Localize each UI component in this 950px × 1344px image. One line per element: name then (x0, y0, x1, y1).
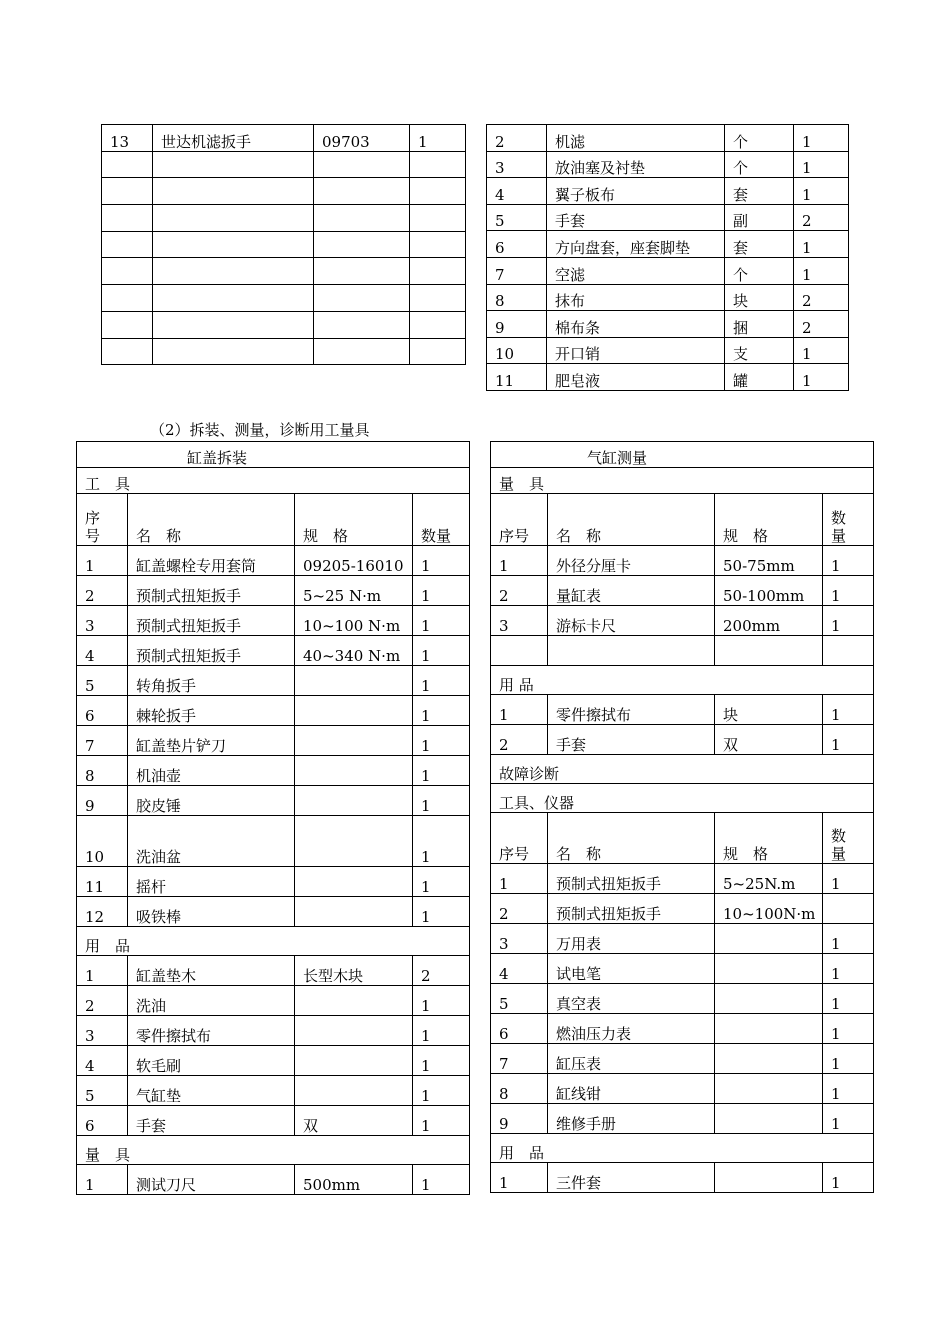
cell-name: 预制式扭矩扳手 (548, 894, 715, 924)
cell-qty (410, 151, 466, 178)
cell-spec: 50-75mm (715, 546, 823, 576)
cell-name: 缸盖垫片铲刀 (128, 726, 295, 756)
cell-no: 6 (77, 696, 128, 726)
table-row (491, 924, 874, 954)
cell-name: 翼子板布 (547, 178, 725, 205)
table-row (102, 311, 466, 338)
table-row (77, 1106, 470, 1136)
cell-no (491, 636, 548, 666)
cell-qty: 2 (794, 284, 849, 311)
cell-name: 外径分厘卡 (548, 546, 715, 576)
cell-name: 燃油压力表 (548, 1014, 715, 1044)
cell-spec (314, 338, 410, 365)
cell-qty: 2 (794, 311, 849, 338)
cell-spec (295, 867, 413, 897)
cell-name: 转角扳手 (128, 666, 295, 696)
cell-spec (314, 205, 410, 232)
cell-spec (715, 1044, 823, 1074)
cell-name: 测试刀尺 (128, 1165, 295, 1195)
cell-no (102, 178, 153, 205)
table-row (77, 1016, 470, 1046)
cell-qty: 1 (413, 756, 470, 786)
table-row (77, 897, 470, 927)
cell-no: 3 (77, 1016, 128, 1046)
cell-no: 3 (487, 151, 547, 178)
cell-spec (295, 696, 413, 726)
cell-name (153, 231, 314, 258)
cell-name: 空滤 (547, 257, 725, 284)
cell-name: 摇杆 (128, 867, 295, 897)
cylinder-measure-table (490, 441, 874, 1193)
cell-spec (715, 954, 823, 984)
table-row (491, 864, 874, 894)
cell-no: 4 (77, 636, 128, 666)
cell-spec (314, 311, 410, 338)
cell-spec: 10~100N·m (715, 894, 823, 924)
cell-no: 2 (491, 894, 548, 924)
cell-name: 零件擦拭布 (548, 695, 715, 725)
cell-qty: 1 (413, 666, 470, 696)
table-row (77, 986, 470, 1016)
table-row (487, 337, 849, 364)
cylinder-head-title: 缸盖拆装 (77, 442, 470, 468)
cell-name: 洗油 (128, 986, 295, 1016)
cell-name (153, 285, 314, 312)
cell-spec: 套 (725, 231, 794, 258)
cell-spec (295, 1076, 413, 1106)
cell-name: 真空表 (548, 984, 715, 1014)
cell-qty: 1 (823, 1074, 874, 1104)
cell-spec (715, 636, 823, 666)
cell-qty: 1 (794, 178, 849, 205)
cell-no: 1 (77, 956, 128, 986)
table-row (102, 285, 466, 312)
table-row (491, 1014, 874, 1044)
cell-qty: 1 (823, 576, 874, 606)
tools-section-label: 工 具 (77, 468, 470, 494)
cell-name (153, 151, 314, 178)
cell-no: 5 (487, 204, 547, 231)
cell-spec: 副 (725, 204, 794, 231)
table-row (77, 696, 470, 726)
cell-qty: 1 (413, 1165, 470, 1195)
cell-spec (295, 756, 413, 786)
cell-qty: 1 (413, 606, 470, 636)
cell-qty: 1 (794, 125, 849, 152)
cell-spec: 5~25N.m (715, 864, 823, 894)
gauges-section-label: 量 具 (77, 1136, 470, 1165)
cell-name: 机油壶 (128, 756, 295, 786)
cell-spec (314, 151, 410, 178)
cell-name: 抹布 (547, 284, 725, 311)
cell-name: 缸盖垫木 (128, 956, 295, 986)
cell-spec (314, 258, 410, 285)
cell-no (102, 285, 153, 312)
cell-spec: 500mm (295, 1165, 413, 1195)
cell-name: 手套 (547, 204, 725, 231)
cell-spec: 块 (715, 695, 823, 725)
cell-qty: 1 (823, 695, 874, 725)
cell-name: 万用表 (548, 924, 715, 954)
cell-name: 量缸表 (548, 576, 715, 606)
table-row (77, 636, 470, 666)
cell-qty: 1 (413, 726, 470, 756)
cell-no: 6 (491, 1014, 548, 1044)
cell-qty: 1 (823, 725, 874, 755)
top-right-table (486, 124, 849, 391)
cell-qty: 1 (794, 257, 849, 284)
cell-no: 1 (77, 1165, 128, 1195)
cell-qty: 1 (823, 1163, 874, 1193)
cell-name: 缸线钳 (548, 1074, 715, 1104)
cell-no: 1 (491, 864, 548, 894)
cell-no: 9 (487, 311, 547, 338)
cylinder-measure-title: 气缸测量 (491, 442, 874, 468)
cell-name: 世达机滤扳手 (153, 125, 314, 152)
col-header-spec: 规 格 (715, 813, 823, 864)
cell-name: 开口销 (547, 337, 725, 364)
cell-spec (295, 986, 413, 1016)
cell-qty: 2 (413, 956, 470, 986)
cell-name: 方向盘套，座套脚垫 (547, 231, 725, 258)
col-header-qty: 数 量 (823, 494, 874, 546)
cell-spec (295, 897, 413, 927)
col-header-spec: 规 格 (715, 494, 823, 546)
cell-qty: 2 (794, 204, 849, 231)
table-row (491, 1163, 874, 1193)
cell-no: 11 (77, 867, 128, 897)
cell-no: 5 (77, 666, 128, 696)
cell-name: 手套 (128, 1106, 295, 1136)
cell-no: 10 (77, 816, 128, 867)
cell-spec (715, 1163, 823, 1193)
cell-qty (410, 178, 466, 205)
cell-name: 胶皮锤 (128, 786, 295, 816)
table-row (77, 1076, 470, 1106)
cell-no (102, 311, 153, 338)
cell-name (548, 636, 715, 666)
cell-no (102, 338, 153, 365)
cell-spec (295, 726, 413, 756)
cell-qty: 1 (794, 337, 849, 364)
cell-name (153, 258, 314, 285)
cell-qty: 1 (794, 151, 849, 178)
cell-qty: 1 (823, 1014, 874, 1044)
cell-name: 软毛刷 (128, 1046, 295, 1076)
cell-qty: 1 (823, 546, 874, 576)
cell-qty: 1 (413, 786, 470, 816)
cell-qty: 1 (413, 1106, 470, 1136)
cell-no: 5 (491, 984, 548, 1014)
table-row (102, 258, 466, 285)
gauges-section-label: 量 具 (491, 468, 874, 494)
cell-name: 放油塞及衬垫 (547, 151, 725, 178)
supplies2-section-label: 用 品 (491, 1134, 874, 1163)
cell-name (153, 338, 314, 365)
table-row (77, 756, 470, 786)
cell-name: 预制式扭矩扳手 (128, 636, 295, 666)
cell-no: 4 (487, 178, 547, 205)
table-row (491, 606, 874, 636)
table-row (102, 151, 466, 178)
cell-no: 3 (77, 606, 128, 636)
cell-spec (715, 1074, 823, 1104)
cell-qty: 1 (823, 924, 874, 954)
table-row (487, 364, 849, 391)
table-row (77, 1165, 470, 1195)
cell-spec: 09205-16010 (295, 546, 413, 576)
col-header-no: 序号 (491, 494, 548, 546)
cell-no: 4 (77, 1046, 128, 1076)
table-row (77, 1046, 470, 1076)
cell-qty: 1 (413, 636, 470, 666)
cell-spec: 10~100 N·m (295, 606, 413, 636)
table-row (77, 666, 470, 696)
cell-no (102, 205, 153, 232)
cell-name: 机滤 (547, 125, 725, 152)
cell-name: 预制式扭矩扳手 (128, 606, 295, 636)
table-row (77, 786, 470, 816)
cell-name: 缸盖螺栓专用套筒 (128, 546, 295, 576)
cell-no: 12 (77, 897, 128, 927)
cell-name: 预制式扭矩扳手 (128, 576, 295, 606)
table-row (491, 954, 874, 984)
cell-name: 手套 (548, 725, 715, 755)
table-row (491, 984, 874, 1014)
cell-spec (314, 231, 410, 258)
cell-spec (295, 1046, 413, 1076)
cell-spec (295, 786, 413, 816)
cell-spec (715, 1014, 823, 1044)
cell-name: 维修手册 (548, 1104, 715, 1134)
table-row (77, 546, 470, 576)
col-header-no: 序 号 (77, 494, 128, 546)
table-row (487, 311, 849, 338)
cell-spec (295, 1016, 413, 1046)
cell-no: 2 (491, 576, 548, 606)
cell-qty (410, 311, 466, 338)
top-left-table (101, 124, 466, 365)
cell-name: 棉布条 (547, 311, 725, 338)
cell-no: 13 (102, 125, 153, 152)
cell-spec: 09703 (314, 125, 410, 152)
cell-no: 7 (491, 1044, 548, 1074)
cell-qty: 1 (823, 984, 874, 1014)
cell-no: 5 (77, 1076, 128, 1106)
cell-name: 吸铁棒 (128, 897, 295, 927)
cell-qty: 1 (823, 1044, 874, 1074)
cell-qty: 1 (794, 364, 849, 391)
cell-qty (823, 894, 874, 924)
table-row (487, 284, 849, 311)
cell-qty (823, 636, 874, 666)
table-row (487, 125, 849, 152)
cell-no: 1 (491, 546, 548, 576)
cell-no (102, 151, 153, 178)
table-row (102, 231, 466, 258)
cell-qty (410, 231, 466, 258)
cell-name: 洗油盆 (128, 816, 295, 867)
table-row (491, 725, 874, 755)
cell-spec: 个 (725, 257, 794, 284)
cell-name: 缸压表 (548, 1044, 715, 1074)
cell-spec: 长型木块 (295, 956, 413, 986)
cell-spec (295, 666, 413, 696)
table-row (491, 894, 874, 924)
col-header-spec: 规 格 (295, 494, 413, 546)
cell-qty: 1 (794, 231, 849, 258)
cell-no: 1 (491, 695, 548, 725)
cell-no: 3 (491, 924, 548, 954)
cell-qty: 1 (413, 867, 470, 897)
cell-qty: 1 (413, 897, 470, 927)
cell-no: 1 (491, 1163, 548, 1193)
cylinder-head-table (76, 441, 470, 1195)
cell-spec: 双 (715, 725, 823, 755)
table-row (77, 576, 470, 606)
cell-qty: 1 (413, 1076, 470, 1106)
table-row (487, 257, 849, 284)
cell-no: 8 (491, 1074, 548, 1104)
table-row (487, 178, 849, 205)
cell-spec: 双 (295, 1106, 413, 1136)
cell-no: 4 (491, 954, 548, 984)
col-header-qty: 数 量 (823, 813, 874, 864)
cell-qty: 1 (413, 816, 470, 867)
cell-spec (715, 924, 823, 954)
cell-no: 3 (491, 606, 548, 636)
cell-name: 气缸垫 (128, 1076, 295, 1106)
cell-spec: 块 (725, 284, 794, 311)
cell-spec: 200mm (715, 606, 823, 636)
cell-no: 11 (487, 364, 547, 391)
cell-qty: 1 (823, 954, 874, 984)
table-row (77, 726, 470, 756)
col-header-name: 名 称 (548, 494, 715, 546)
table-row (77, 606, 470, 636)
cell-spec: 5~25 N·m (295, 576, 413, 606)
table-row (102, 338, 466, 365)
cell-name: 预制式扭矩扳手 (548, 864, 715, 894)
col-header-no: 序号 (491, 813, 548, 864)
cell-qty: 1 (413, 696, 470, 726)
cell-qty: 1 (413, 1016, 470, 1046)
cell-qty: 1 (410, 125, 466, 152)
table-row (102, 125, 466, 152)
cell-name: 试电笔 (548, 954, 715, 984)
cell-spec: 个 (725, 151, 794, 178)
section-caption: （2）拆装、测量，诊断用工量具 (150, 421, 370, 439)
cell-no (102, 231, 153, 258)
cell-qty: 1 (413, 576, 470, 606)
cell-qty: 1 (413, 1046, 470, 1076)
table-row (491, 1074, 874, 1104)
table-row (102, 178, 466, 205)
cell-no: 8 (77, 756, 128, 786)
cell-qty: 1 (413, 986, 470, 1016)
col-header-name: 名 称 (128, 494, 295, 546)
cell-no: 2 (77, 576, 128, 606)
table-row (102, 205, 466, 232)
cell-no: 7 (487, 257, 547, 284)
cell-qty: 1 (413, 546, 470, 576)
cell-spec: 个 (725, 125, 794, 152)
table-row (487, 151, 849, 178)
cell-qty (410, 258, 466, 285)
cell-no: 2 (491, 725, 548, 755)
cell-name: 棘轮扳手 (128, 696, 295, 726)
instruments-section-label: 工具、仪器 (491, 784, 874, 813)
cell-spec: 罐 (725, 364, 794, 391)
table-row (491, 636, 874, 666)
cell-name (153, 178, 314, 205)
cell-name (153, 205, 314, 232)
cell-spec: 支 (725, 337, 794, 364)
cell-no: 7 (77, 726, 128, 756)
cell-name: 肥皂液 (547, 364, 725, 391)
cell-qty: 1 (823, 606, 874, 636)
cell-qty (410, 285, 466, 312)
cell-spec (715, 984, 823, 1014)
cell-spec (715, 1104, 823, 1134)
table-row (491, 695, 874, 725)
diagnosis-section-label: 故障诊断 (491, 755, 874, 784)
cell-name: 游标卡尺 (548, 606, 715, 636)
cell-no: 9 (77, 786, 128, 816)
supplies-section-label: 用 品 (77, 927, 470, 956)
col-header-name: 名 称 (548, 813, 715, 864)
table-row (491, 1104, 874, 1134)
cell-no: 6 (77, 1106, 128, 1136)
cell-spec: 捆 (725, 311, 794, 338)
table-row (77, 816, 470, 867)
cell-no: 1 (77, 546, 128, 576)
cell-spec: 50-100mm (715, 576, 823, 606)
cell-spec (295, 816, 413, 867)
cell-no (102, 258, 153, 285)
cell-name: 三件套 (548, 1163, 715, 1193)
table-row (77, 956, 470, 986)
cell-spec: 40~340 N·m (295, 636, 413, 666)
cell-qty (410, 205, 466, 232)
cell-no: 2 (487, 125, 547, 152)
table-row (491, 546, 874, 576)
cell-spec: 套 (725, 178, 794, 205)
cell-qty (410, 338, 466, 365)
table-row (491, 576, 874, 606)
cell-name (153, 311, 314, 338)
table-row (487, 231, 849, 258)
cell-name: 零件擦拭布 (128, 1016, 295, 1046)
table-row (487, 204, 849, 231)
cell-no: 9 (491, 1104, 548, 1134)
col-header-qty: 数量 (413, 494, 470, 546)
cell-no: 2 (77, 986, 128, 1016)
cell-no: 6 (487, 231, 547, 258)
cell-spec (314, 178, 410, 205)
cell-qty: 1 (823, 1104, 874, 1134)
supplies-section-label: 用 品 (491, 666, 874, 695)
table-row (77, 867, 470, 897)
cell-no: 8 (487, 284, 547, 311)
cell-qty: 1 (823, 864, 874, 894)
table-row (491, 1044, 874, 1074)
cell-no: 10 (487, 337, 547, 364)
cell-spec (314, 285, 410, 312)
